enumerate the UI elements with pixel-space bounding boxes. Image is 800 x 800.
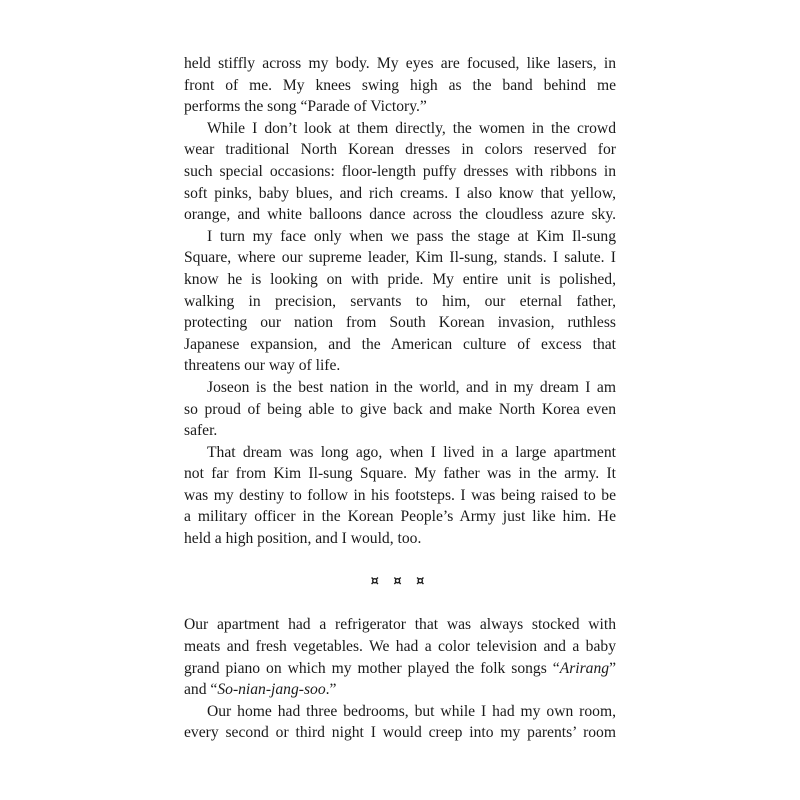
text-line: meats and fresh vegetables. We had a color television and a baby: [184, 638, 616, 656]
text-span: and “: [184, 681, 218, 699]
text-span: grand piano on which my mother played the folk songs “: [184, 659, 560, 677]
text-line: Our home had three bedrooms, but while I had my own room,: [207, 702, 616, 720]
paragraph: [184, 442, 616, 550]
text-line: soft pinks, baby blues, and rich creams. I also know that yellow,: [184, 184, 616, 202]
text-line: held a high position, and I would, too.: [184, 530, 422, 548]
text-line: orange, and white balloons dance across the cloudless azure sky.: [184, 206, 616, 224]
paragraph: [184, 614, 616, 700]
text-line: so proud of being able to give back and make North Korea even: [184, 400, 616, 418]
text-line: [184, 658, 616, 680]
text-line: know he is looking on with pride. My entire unit is polished,: [184, 270, 616, 288]
text-line: safer.: [184, 422, 218, 440]
text-span: ”: [609, 659, 616, 677]
text-line: front of me. My knees swing high as the band behind me: [184, 76, 616, 94]
text-line: performs the song “Parade of Victory.”: [184, 98, 427, 116]
paragraph: [184, 226, 616, 377]
text-line: Japanese expansion, and the American culture of excess that: [184, 335, 616, 353]
text-line: every second or third night I would creep into my parents’ room: [184, 724, 616, 742]
text-span: .”: [325, 681, 337, 699]
paragraph: [184, 118, 616, 226]
text-line: not far from Kim Il-sung Square. My father was in the army. It: [184, 465, 616, 483]
text-line: wear traditional North Korean dresses in colors reserved for: [184, 141, 616, 159]
text-line: That dream was long ago, when I lived in a large apartment: [207, 443, 616, 461]
song-title-arirang: Arirang: [559, 659, 610, 677]
text-line: a military officer in the Korean People’s Army just like him. He: [184, 508, 616, 526]
text-line: I turn my face only when we pass the stage at Kim Il-sung: [207, 227, 616, 245]
section-break-ornament: ¤ ¤ ¤: [370, 574, 430, 590]
text-line: Joseon is the best nation in the world, and in my dream I am: [207, 378, 616, 396]
text-line: held stiffly across my body. My eyes are focused, like lasers, in: [184, 55, 616, 72]
text-line: walking in precision, servants to him, our eternal father,: [184, 292, 616, 310]
song-title-so-nian-jang-soo: So-nian-jang-soo: [217, 681, 326, 699]
text-line: While I don’t look at them directly, the women in the crowd: [207, 119, 616, 137]
page-body: [184, 53, 616, 744]
text-line: Square, where our supreme leader, Kim Il-sung, stands. I salute. I: [184, 249, 616, 267]
text-line: such special occasions: floor-length puffy dresses with ribbons in: [184, 162, 616, 180]
text-line: Our apartment had a refrigerator that was always stocked with: [184, 616, 616, 634]
paragraph: [184, 701, 616, 744]
margin-scan-mark: [664, 357, 678, 397]
text-line: protecting our nation from South Korean invasion, ruthless: [184, 314, 616, 332]
text-line: [184, 679, 616, 701]
text-line: was my destiny to follow in his footsteps. I was being raised to be: [184, 486, 616, 504]
paragraph: [184, 53, 616, 118]
paragraph: [184, 377, 616, 442]
text-line: threatens our way of life.: [184, 357, 341, 375]
